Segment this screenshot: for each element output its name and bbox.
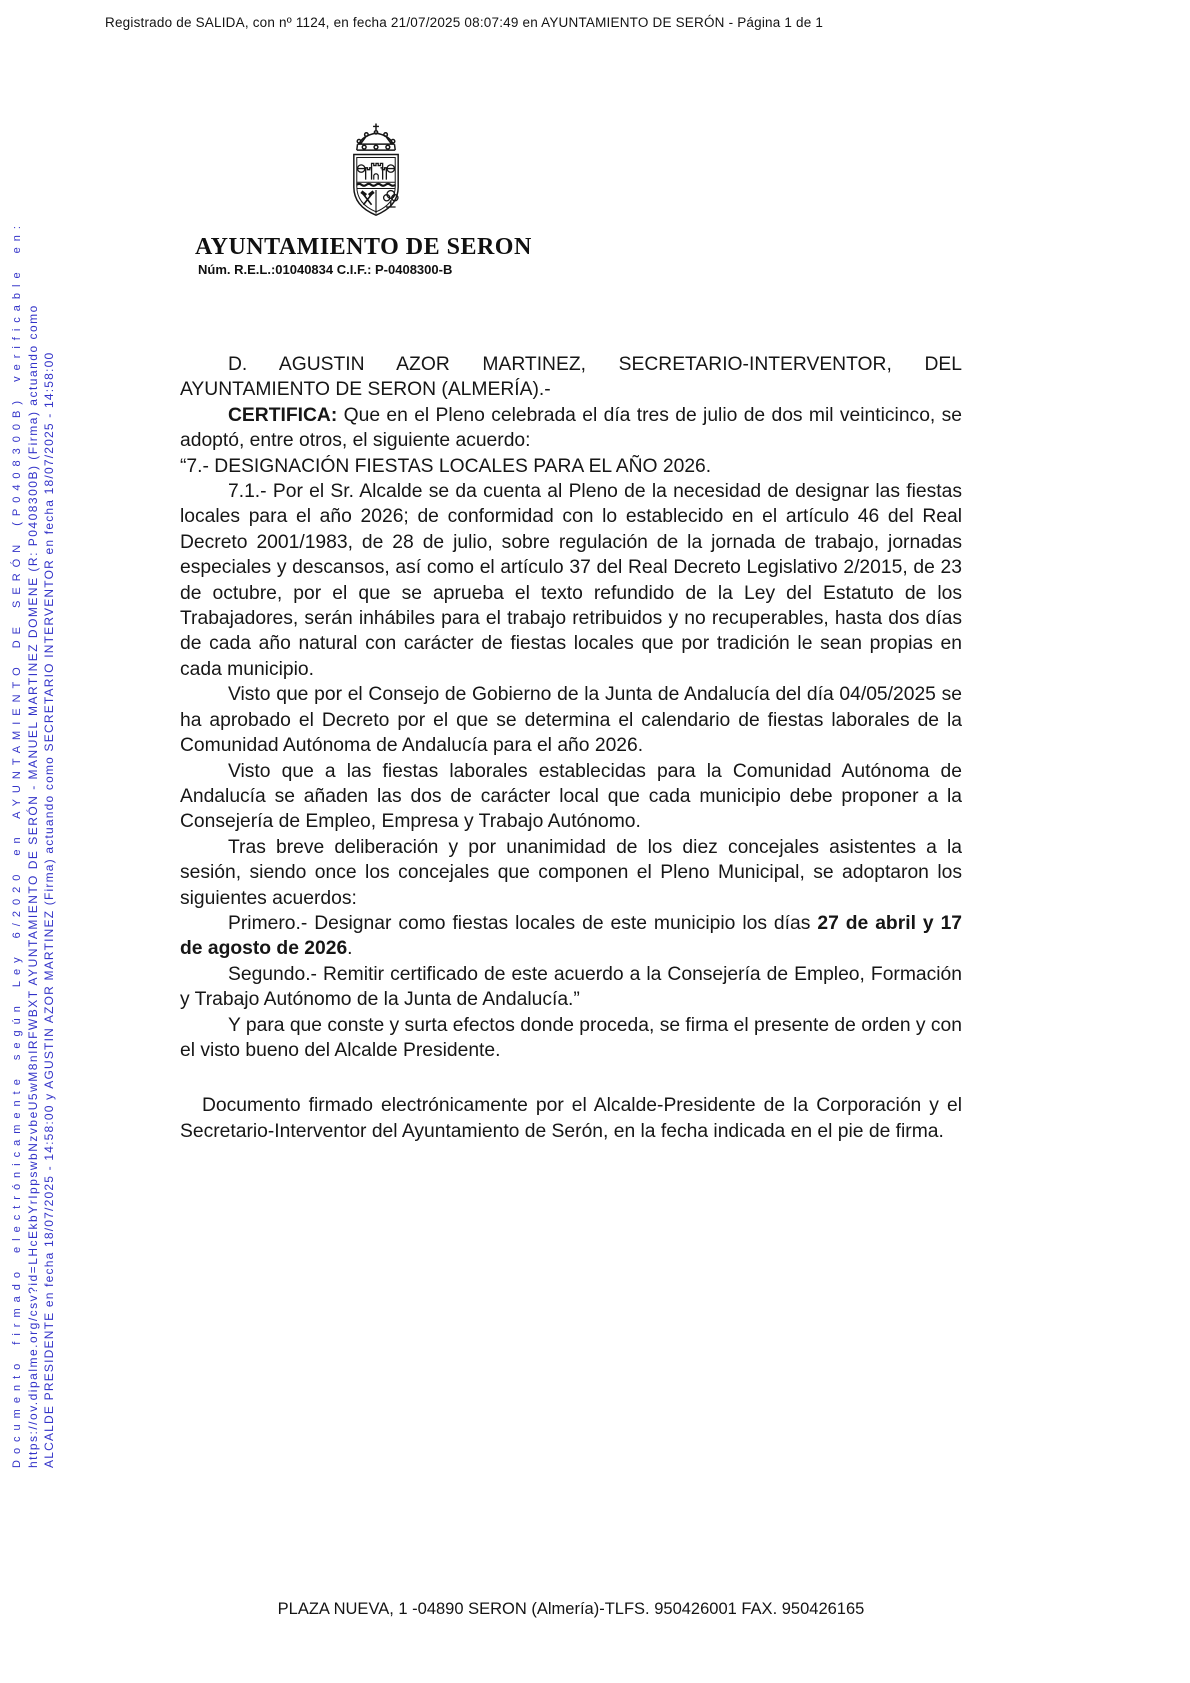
paragraph-7-1: 7.1.- Por el Sr. Alcalde se da cuenta al Pleno de la necesidad de designar las fiestas locales para el año 2026; de conformidad con lo establecido en el artículo 46 del Real Decreto 2001/1983, de 28 de julio, sobre regulación de la jornada de trabajo, jornadas especiales y descansos, así como el artículo 37 del Real Decreto Legislativo 2/2015, de 23 de octubre, por el que se aprueba el texto refundido de la Ley del Estatuto de los Trabajadores, serán inhábiles para el trabajo retribuidos y no recuperables, hasta dos días de cada año natural con carácter de fiestas locales que por tradición le sean propias en cada municipio. [180, 481, 962, 680]
paragraph-segundo: Segundo.- Remitir certificado de este acuerdo a la Consejería de Empleo, Formación y Trabajo Autónomo de la Junta de Andalucía.” [180, 963, 962, 1011]
paragraph-intro: D. AGUSTIN AZOR MARTINEZ, SECRETARIO-INTERVENTOR, DEL AYUNTAMIENTO DE SERON (ALMERÍA).- [180, 354, 962, 401]
paragraph-deliberacion: Tras breve deliberación y por unanimidad de los diez concejales asistentes a la sesión, siendo once los concejales que componen el Pleno Municipal, se adoptaron los siguientes acuerdos: [180, 836, 962, 909]
certifica-label: CERTIFICA: [228, 404, 338, 426]
paragraph-agenda-item: “7.- DESIGNACIÓN FIESTAS LOCALES PARA EL AÑO 2026. [180, 455, 712, 477]
fiestas-dates: 27 de abril y 17 de agosto de 2026 [180, 912, 963, 960]
paragraph-certifica: CERTIFICA: Que en el Pleno celebrada el día tres de julio de dos mil veinticinco, se adoptó, entre otros, el siguiente acuerdo: [180, 404, 962, 452]
paragraph-cierre: Y para que conste y surta efectos donde proceda, se firma el presente de orden y con el visto bueno del Alcalde Presidente. [180, 1014, 962, 1061]
org-name: AYUNTAMIENTO DE SERON [195, 234, 532, 260]
coat-of-arms-icon [338, 122, 414, 229]
registration-stamp: Registrado de SALIDA, con nº 1124, en fecha 21/07/2025 08:07:49 en AYUNTAMIENTO DE SERÓN - Página 1 de 1 [105, 15, 824, 30]
org-registry: Núm. R.E.L.:01040834 C.I.F.: P-0408300-B [198, 262, 453, 277]
certificate-body [180, 352, 962, 1144]
signature-margin-line-1: Documento firmado electrónicamente según Ley 6/2020 en AYUNTAMIENTO DE SERÓN (P0408300B) verificable en: [11, 220, 23, 1468]
footer-address: PLAZA NUEVA, 1 -04890 SERON (Almería)-TLFS. 950426001 FAX. 950426165 [277, 1600, 865, 1618]
signature-margin-line-3: ALCALDE PRESIDENTE en fecha 18/07/2025 - 14:58:00 y AGUSTIN AZOR MARTINEZ (Firma) actuando como SECRETARIO INTERVENTOR en fecha 18/07/2025 - 14:58:00 [42, 351, 56, 1468]
paragraph-primero: Primero.- Designar como fiestas locales de este municipio los días 27 de abril y 17 de agosto de 2026. [180, 912, 963, 960]
signature-margin-line-2: https://ov.dipalme.org/csv?id=LHcEkbYrIppswbNzvbeU5wM8nIRFWBXT AYUNTAMIENTO DE SERÓN - MANUEL MARTINEZ DOMENE (R: P0408300B) (Firma) actuando como [26, 304, 40, 1468]
paragraph-firma-electronica: Documento firmado electrónicamente por el Alcalde-Presidente de la Corporación y el Secretario-Interventor del Ayuntamiento de Serón, en la fecha indicada en el pie de firma. [180, 1095, 962, 1142]
paragraph-visto-gobierno: Visto que por el Consejo de Gobierno de la Junta de Andalucía del día 04/05/2025 se ha aprobado el Decreto por el que se determina el calendario de fiestas laborales de la Comunidad Autónoma de Andalucía para el año 2026. [180, 684, 962, 757]
paragraph-visto-fiestas: Visto que a las fiestas laborales establecidas para la Comunidad Autónoma de Andalucía se añaden las dos de carácter local que cada municipio debe proponer a la Consejería de Empleo, Empresa y Trabajo Autónomo. [180, 760, 962, 833]
signature-margin-note [9, 193, 57, 1468]
